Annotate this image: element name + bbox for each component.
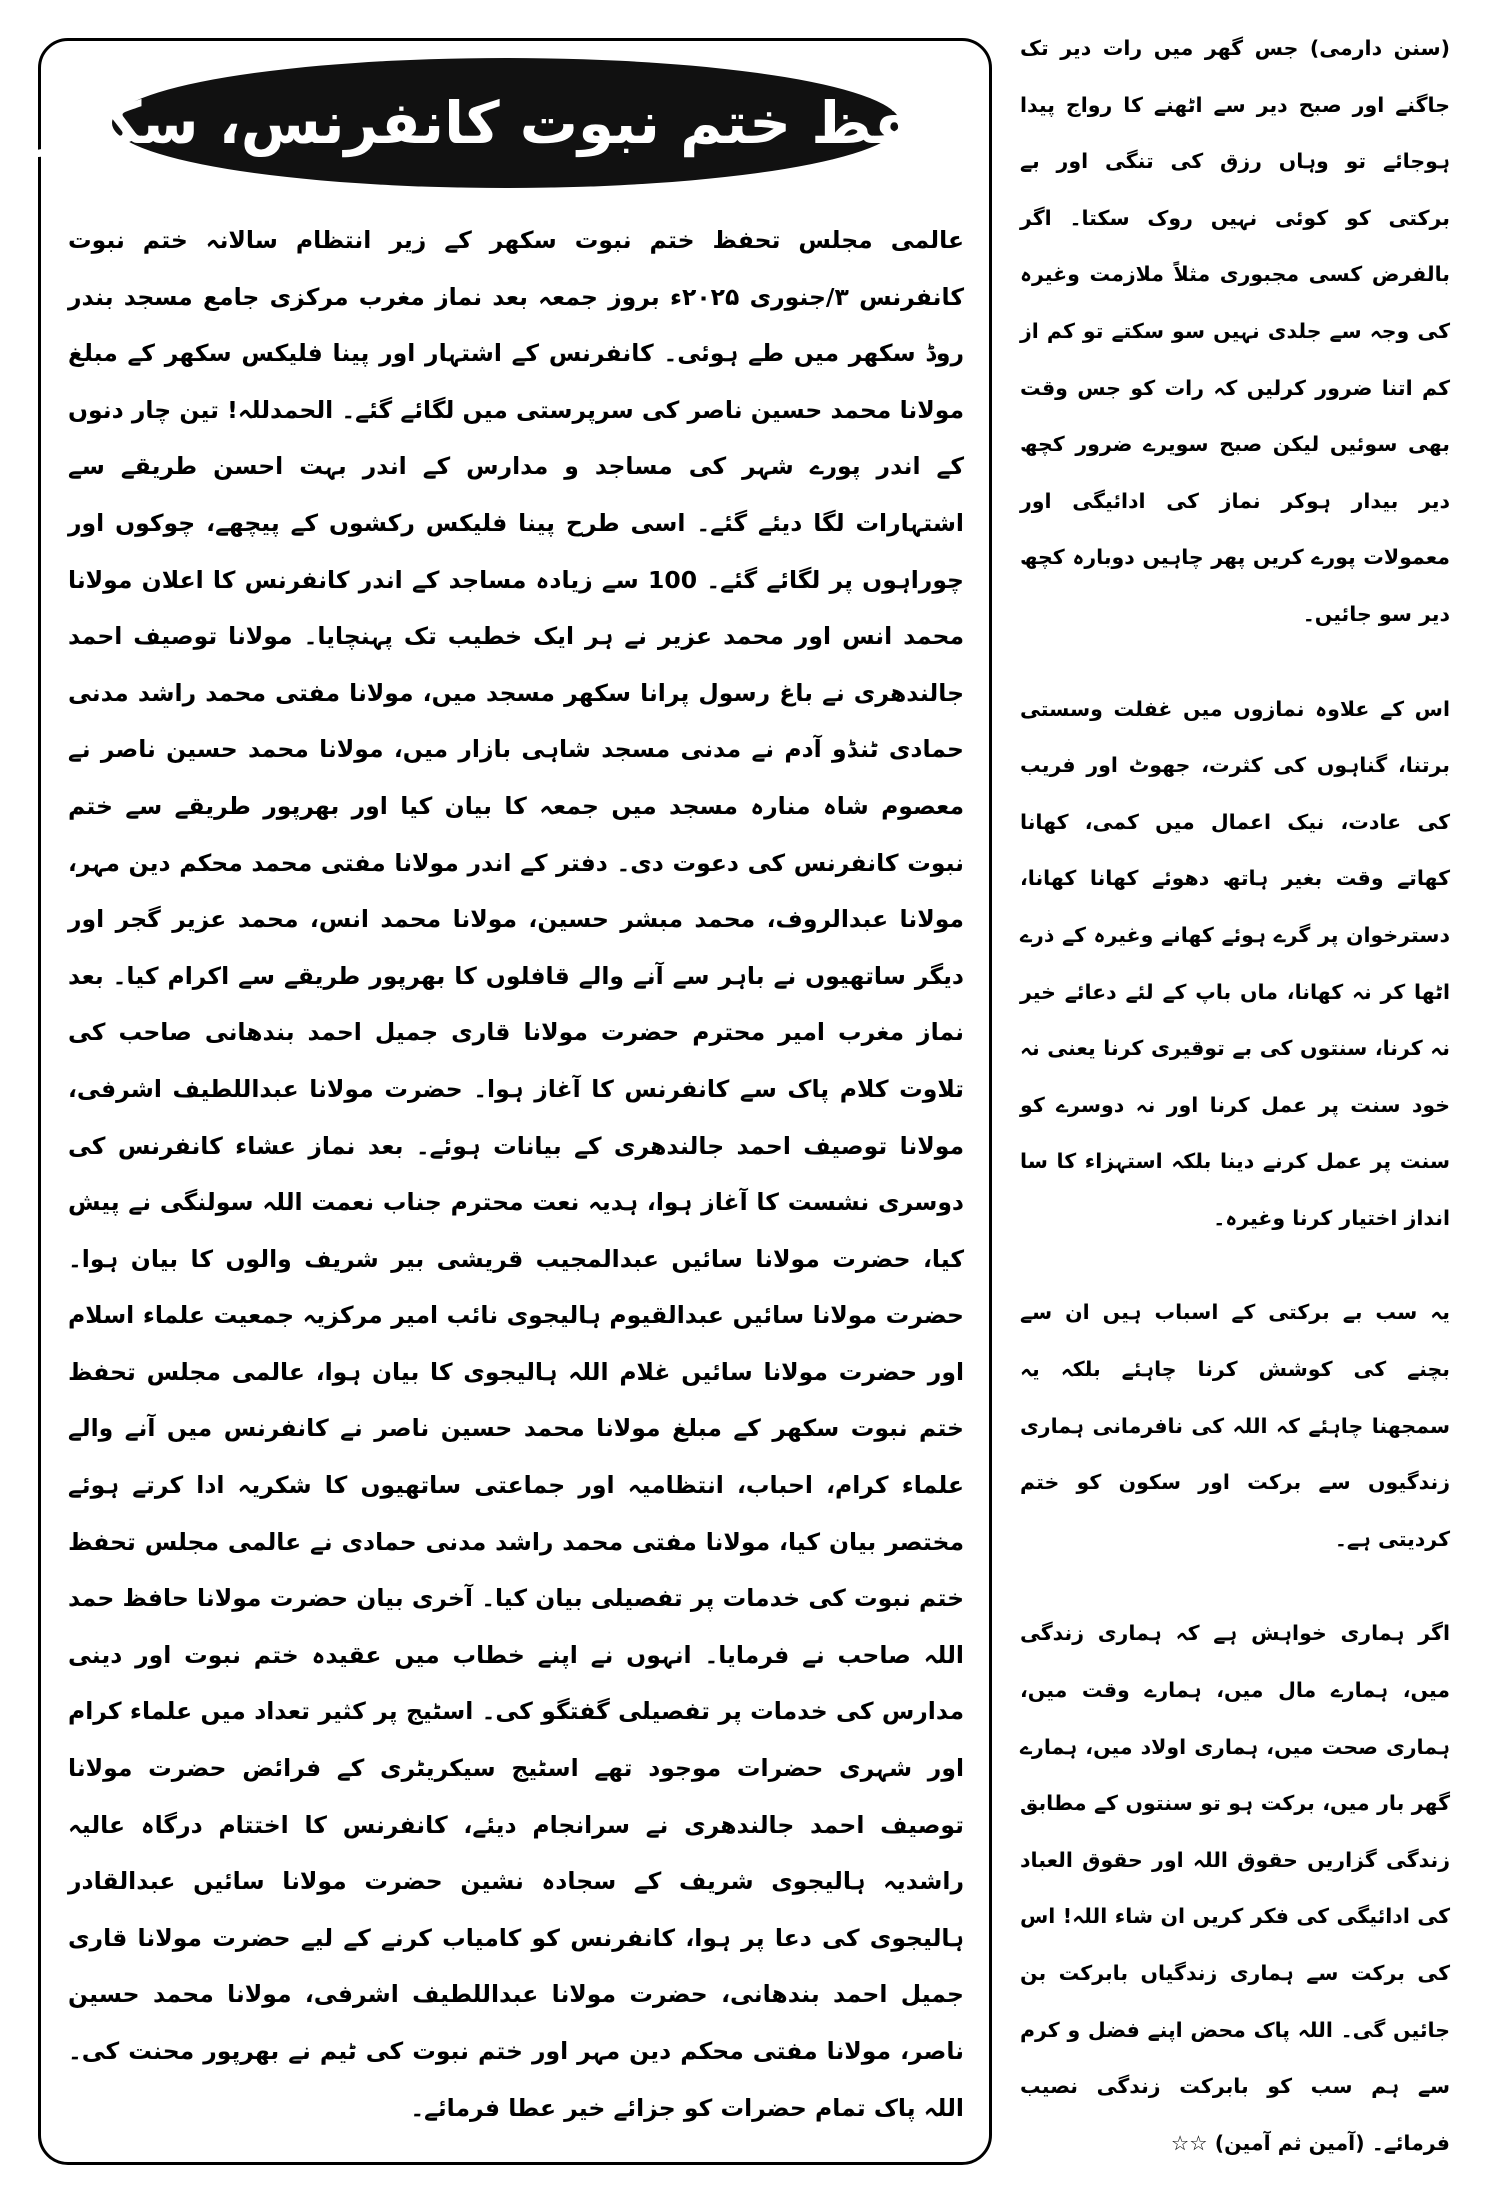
article-title: تحفظ ختم نبوت کانفرنس، سکھر bbox=[33, 89, 979, 157]
article-body-column bbox=[68, 212, 964, 2136]
side-column bbox=[1020, 20, 1450, 2171]
side-paragraph-3: یہ سب بے برکتی کے اسباب ہیں ان سے بچنے کی کوشش کرنا چاہئے بلکہ یہ سمجھنا چاہئے کہ اللہ کی نافرمانی ہماری زندگیوں سے برکت اور سکون کو ختم کردیتی ہے۔ bbox=[1020, 1300, 1450, 1551]
side-paragraph-2: اس کے علاوہ نمازوں میں غفلت وسستی برتنا، گناہوں کی کثرت، جھوٹ اور فریب کی عادت، نیک اعمال میں کمی، کھانا کھاتے وقت بغیر ہاتھ دھوئے کھانا کھانا، دسترخوان پر گرے ہوئے کھانے وغیرہ کے ذرے اٹھا کر نہ کھانا، ماں باپ کے لئے دعائے خیر نہ کرنا، سنتوں کی بے توقیری کرنا یعنی نہ خود سنت پر عمل کرنا اور نہ دوسرے کو سنت پر عمل کرنے دینا بلکہ استہزاء کا سا انداز اختیار کرنا وغیرہ۔ bbox=[1020, 696, 1450, 1230]
side-paragraph-4: اگر ہماری خواہش ہے کہ ہماری زندگی میں، ہمارے مال میں، ہمارے وقت میں، ہماری صحت میں، ہماری اولاد میں، ہمارے گھر بار میں، برکت ہو تو سنتوں کے مطابق زندگی گزاریں حقوق اللہ اور حقوق العباد کی ادائیگی کی فکر کریں ان شاء اللہ! اس کی برکت سے ہماری زندگیاں بابرکت بن جائیں گی۔ اللہ پاک محض اپنے فضل و کرم سے ہم سب کو بابرکت زندگی نصیب فرمائے۔ (آمین ثم آمین) ☆☆ bbox=[1020, 1621, 1450, 2155]
article-title-banner bbox=[33, 58, 979, 188]
article-body: عالمی مجلس تحفظ ختم نبوت سکھر کے زیر انتظام سالانہ ختم نبوت کانفرنس ۳/جنوری ۲۰۲۵ء بروز جمعہ بعد نماز مغرب مرکزی جامع مسجد بندر روڈ سکھر میں طے ہوئی۔ کانفرنس کے اشتہار اور پینا فلیکس سکھر کے مبلغ مولانا محمد حسین ناصر کی سرپرستی میں لگائے گئے۔ الحمدللہ! تین چار دنوں کے اندر پورے شہر کی مساجد و مدارس کے اندر بہت احسن طریقے سے اشتہارات لگا دیئے گئے۔ اسی طرح پینا فلیکس رکشوں کے پیچھے، چوکوں اور چوراہوں پر لگائے گئے۔ 100 سے زیادہ مساجد کے اندر کانفرنس کا اعلان مولانا محمد انس اور محمد عزیر نے ہر ایک خطیب تک پہنچایا۔ مولانا توصیف احمد جالندھری نے باغ رسول پرانا سکھر مسجد میں، مولانا مفتی محمد راشد مدنی حمادی ٹنڈو آدم نے مدنی مسجد شاہی بازار میں، مولانا محمد حسین ناصر نے معصوم شاہ منارہ مسجد میں جمعہ کا بیان کیا اور بھرپور طریقے سے ختم نبوت کانفرنس کی دعوت دی۔ دفتر کے اندر مولانا مفتی محمد محکم دین مہر، مولانا عبدالروف، محمد مبشر حسین، مولانا محمد انس، محمد عزیر گجر اور دیگر ساتھیوں نے باہر سے آنے والے قافلوں کا بھرپور طریقے سے اکرام کیا۔ بعد نماز مغرب امیر محترم حضرت مولانا قاری جمیل احمد بندھانی صاحب کی تلاوت کلام پاک سے کانفرنس کا آغاز ہوا۔ حضرت مولانا عبداللطیف اشرفی، مولانا توصیف احمد جالندھری کے بیانات ہوئے۔ بعد نماز عشاء کانفرنس کی دوسری نشست کا آغاز ہوا، ہدیہ نعت محترم جناب نعمت اللہ سولنگی نے پیش کیا، حضرت مولانا سائیں عبدالمجیب قریشی بیر شریف والوں کا بیان ہوا۔ حضرت مولانا سائیں عبدالقیوم ہالیجوی نائب امیر مرکزیہ جمعیت علماء اسلام اور حضرت مولانا سائیں غلام اللہ ہالیجوی کا بیان ہوا، عالمی مجلس تحفظ ختم نبوت سکھر کے مبلغ مولانا محمد حسین ناصر نے کانفرنس میں آنے والے علماء کرام، احباب، انتظامیہ اور جماعتی ساتھیوں کا شکریہ ادا کرتے ہوئے مختصر بیان کیا، مولانا مفتی محمد راشد مدنی حمادی نے عالمی مجلس تحفظ ختم نبوت کی خدمات پر تفصیلی بیان کیا۔ آخری بیان حضرت مولانا حافظ حمد اللہ صاحب نے فرمایا۔ انہوں نے اپنے خطاب میں عقیدہ ختم نبوت اور دینی مدارس کی خدمات پر تفصیلی گفتگو کی۔ اسٹیج پر کثیر تعداد میں علماء کرام اور شہری حضرات موجود تھے اسٹیج سیکریٹری کے فرائض حضرت مولانا توصیف احمد جالندھری نے سرانجام دیئے، کانفرنس کا اختتام درگاہ عالیہ راشدیہ ہالیجوی شریف کے سجادہ نشین حضرت مولانا سائیں عبدالقادر ہالیجوی کی دعا پر ہوا، کانفرنس کو کامیاب کرنے کے لیے حضرت مولانا قاری جمیل احمد بندھانی، حضرت مولانا عبداللطیف اشرفی، مولانا محمد حسین ناصر، مولانا مفتی محکم دین مہر اور ختم نبوت کی ٹیم نے بھرپور محنت کی۔ اللہ پاک تمام حضرات کو جزائے خیر عطا فرمائے۔ bbox=[68, 226, 964, 2122]
side-paragraph-1: (سنن دارمی) جس گھر میں رات دیر تک جاگنے اور صبح دیر سے اٹھنے کا رواج پیدا ہوجائے تو وہاں رزق کی تنگی اور بے برکتی کو کوئی نہیں روک سکتا۔ اگر بالفرض کسی مجبوری مثلاً ملازمت وغیرہ کی وجہ سے جلدی نہیں سو سکتے تو کم از کم اتنا ضرور کرلیں کہ رات کو جس وقت بھی سوئیں لیکن صبح سویرے ضرور کچھ دیر بیدار ہوکر نماز کی ادائیگی اور معمولات پورے کریں پھر چاہیں دوبارہ کچھ دیر سو جائیں۔ bbox=[1020, 36, 1450, 626]
